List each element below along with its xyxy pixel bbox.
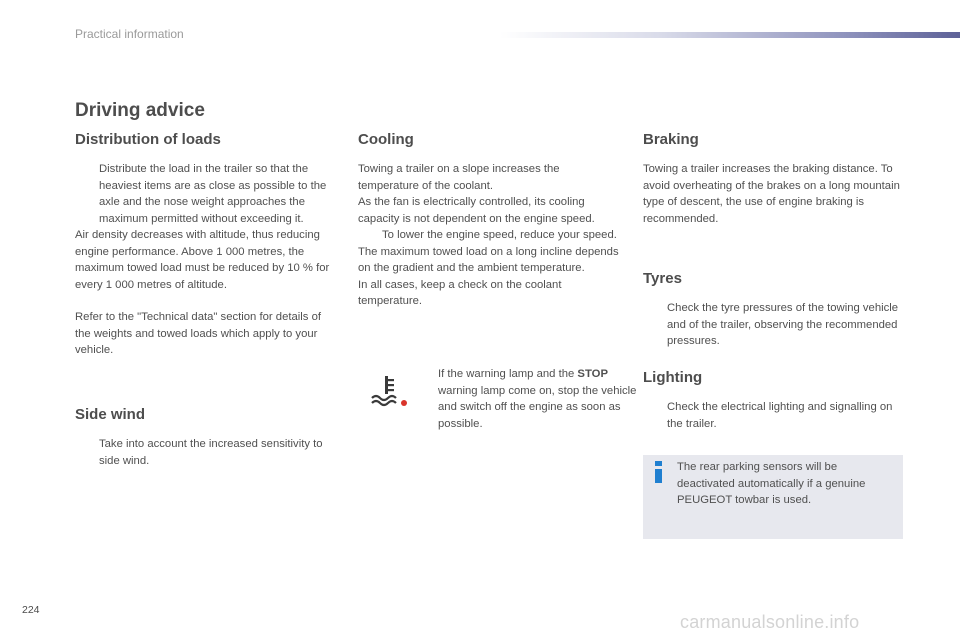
cooling-bullet: [358, 227, 620, 244]
cooling-bullet-text: To lower the engine speed, reduce your speed.: [382, 229, 617, 241]
coolant-warning-bullet: [414, 366, 644, 432]
lighting-bullet-text: Check the electrical lighting and signalling on the trailer.: [667, 401, 893, 430]
side-wind-bullet: [75, 436, 337, 469]
distribution-heading: Distribution of loads: [75, 131, 221, 148]
info-note-box: [643, 455, 903, 539]
tyres-section: [643, 270, 905, 350]
warning-text-pre: If the warning lamp and the: [438, 368, 578, 380]
tyres-heading: Tyres: [643, 270, 682, 287]
lighting-section: [643, 369, 905, 432]
info-icon: [653, 461, 665, 483]
braking-section: [643, 131, 905, 227]
info-note-text: The rear parking sensors will be deactivated automatically if a genuine PEUGEOT towbar is used.: [677, 461, 866, 506]
distribution-bullet: [75, 161, 337, 227]
warning-text-post: warning lamp come on, stop the vehicle and switch off the engine as soon as possible.: [438, 384, 637, 430]
cooling-para4: In all cases, keep a check on the coolant temperature.: [358, 278, 562, 307]
braking-heading: Braking: [643, 131, 699, 148]
section-header: Practical information: [75, 27, 184, 41]
page-number: 224: [22, 604, 40, 616]
page-title: Driving advice: [75, 100, 205, 121]
header-gradient-bar: [500, 32, 960, 38]
cooling-para1: Towing a trailer on a slope increases the temperature of the coolant.: [358, 163, 560, 192]
side-wind-section: [75, 406, 337, 469]
distribution-para2: Refer to the "Technical data" section for details of the weights and towed loads which apply to your vehicle.: [75, 311, 322, 356]
side-wind-bullet-text: Take into account the increased sensitivity to side wind.: [99, 438, 323, 467]
distribution-para1: Air density decreases with altitude, thus reducing engine performance. Above 1 000 metres, the maximum towed load must be reduced by 10 % for every 1 000 metres of altitude.: [75, 229, 330, 291]
tyres-bullet-text: Check the tyre pressures of the towing vehicle and of the trailer, observing the recommended pressures.: [667, 302, 899, 347]
stop-label: STOP: [577, 368, 608, 380]
braking-para: Towing a trailer increases the braking distance. To avoid overheating of the brakes on a long mountain type of descent, the use of engine braking is recommended.: [643, 163, 900, 225]
coolant-temperature-warning-icon: [366, 372, 408, 408]
lighting-bullet: [643, 399, 905, 432]
tyres-bullet: [643, 300, 905, 350]
side-wind-heading: Side wind: [75, 406, 146, 423]
lighting-heading: Lighting: [643, 369, 703, 386]
cooling-para2: As the fan is electrically controlled, its cooling capacity is not dependent on the engine speed.: [358, 196, 595, 225]
distribution-section: [75, 131, 337, 359]
distribution-bullet-text: Distribute the load in the trailer so that the heaviest items are as close as possible to the axle and the nose weight approaches the maximum permitted without exceeding it.: [99, 163, 327, 225]
coolant-warning-block: [358, 366, 637, 436]
watermark: carmanualsonline.info: [680, 612, 860, 632]
cooling-para3: The maximum towed load on a long incline depends on the gradient and the ambient temperature.: [358, 245, 619, 274]
cooling-section: [358, 131, 620, 310]
cooling-heading: Cooling: [358, 131, 414, 148]
